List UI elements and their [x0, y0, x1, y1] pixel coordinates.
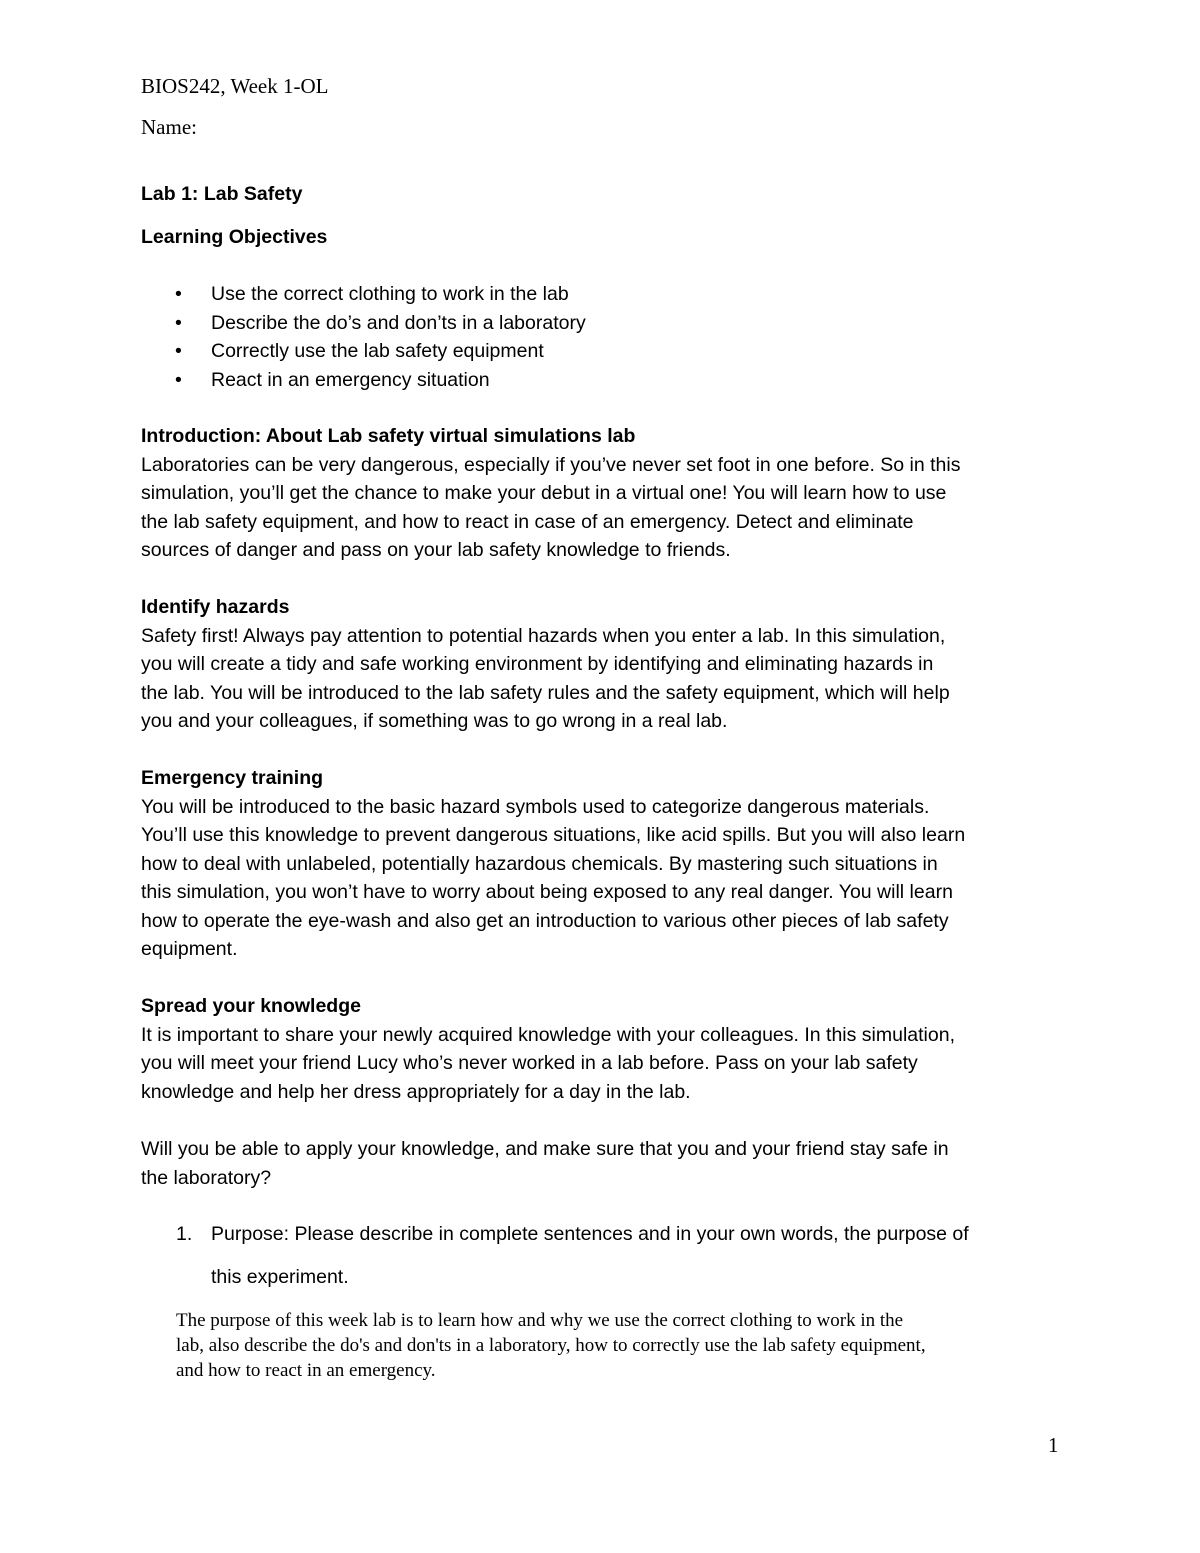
hazards-section — [141, 593, 1071, 736]
hazards-line: Safety first! Always pay attention to potential hazards when you enter a lab. In this simulation, — [141, 624, 946, 647]
answer-line: The purpose of this week lab is to learn how and why we use the correct clothing to work in the — [176, 1310, 904, 1331]
spread-line: knowledge and help her dress appropriately for a day in the lab. — [141, 1080, 691, 1103]
course-header: BIOS242, Week 1-OL — [141, 74, 329, 98]
closing-line: Will you be able to apply your knowledge, and make sure that you and your friend stay safe in — [141, 1138, 949, 1160]
emergency-line: You will be introduced to the basic hazard symbols used to categorize dangerous materials. — [141, 795, 930, 818]
objectives-heading: Learning Objectives — [141, 226, 328, 248]
hazards-line: the lab. You will be introduced to the lab safety rules and the safety equipment, which will help — [141, 681, 950, 704]
hazards-line: you will create a tidy and safe working environment by identifying and eliminating hazards in — [141, 653, 934, 675]
answer-line: lab, also describe the do's and don'ts in a laboratory, how to correctly use the lab safety equipment, — [176, 1335, 926, 1356]
answer-line: and how to react in an emergency. — [176, 1360, 436, 1381]
spread-section — [141, 992, 1071, 1106]
emergency-line: You’ll use this knowledge to prevent dangerous situations, like acid spills. But you will also learn — [141, 824, 966, 846]
answer-text — [176, 1308, 1076, 1383]
question-text-continued: this experiment. — [211, 1266, 349, 1288]
emergency-line: how to operate the eye-wash and also get an introduction to various other pieces of lab safety — [141, 909, 949, 932]
emergency-line: equipment. — [141, 938, 238, 960]
emergency-heading: Emergency training — [141, 767, 324, 789]
objective-item: • Use the correct clothing to work in the lab — [141, 280, 586, 309]
page-number: 1 — [1048, 1433, 1059, 1457]
hazards-line: you and your colleagues, if something was to go wrong in a real lab. — [141, 710, 728, 732]
spread-line: It is important to share your newly acquired knowledge with your colleagues. In this simulation, — [141, 1023, 955, 1046]
emergency-line: how to deal with unlabeled, potentially hazardous chemicals. By mastering such situations in — [141, 852, 938, 875]
spread-heading: Spread your knowledge — [141, 995, 361, 1017]
introduction-line: Laboratories can be very dangerous, especially if you’ve never set foot in one before. So in this — [141, 453, 961, 476]
introduction-line: the lab safety equipment, and how to react in case of an emergency. Detect and eliminate — [141, 510, 914, 533]
name-label: Name: — [141, 115, 197, 139]
closing-section — [141, 1135, 1071, 1192]
introduction-heading: Introduction: About Lab safety virtual simulations lab — [141, 425, 636, 447]
introduction-line: simulation, you’ll get the chance to make your debut in a virtual one! You will learn how to use — [141, 482, 947, 504]
emergency-section — [141, 764, 1071, 964]
objective-item: • Describe the do’s and don’ts in a laboratory — [141, 309, 586, 338]
introduction-section — [141, 422, 1071, 565]
hazards-heading: Identify hazards — [141, 596, 290, 618]
bullet-icon: • — [175, 283, 182, 305]
closing-line: the laboratory? — [141, 1166, 272, 1189]
objective-item: • Correctly use the lab safety equipment — [141, 337, 586, 366]
spread-line: you will meet your friend Lucy who’s never worked in a lab before. Pass on your lab safety — [141, 1052, 918, 1074]
lab-title: Lab 1: Lab Safety — [141, 183, 303, 205]
objectives-list — [141, 280, 586, 394]
question-number: 1. — [176, 1223, 193, 1245]
bullet-icon: • — [175, 311, 182, 334]
bullet-icon: • — [175, 340, 182, 362]
question-text: Purpose: Please describe in complete sentences and in your own words, the purpose of — [211, 1223, 969, 1245]
objective-item: • React in an emergency situation — [141, 366, 586, 395]
introduction-line: sources of danger and pass on your lab safety knowledge to friends. — [141, 539, 731, 561]
emergency-line: this simulation, you won’t have to worry about being exposed to any real danger. You will learn — [141, 881, 953, 903]
bullet-icon: • — [175, 368, 182, 391]
